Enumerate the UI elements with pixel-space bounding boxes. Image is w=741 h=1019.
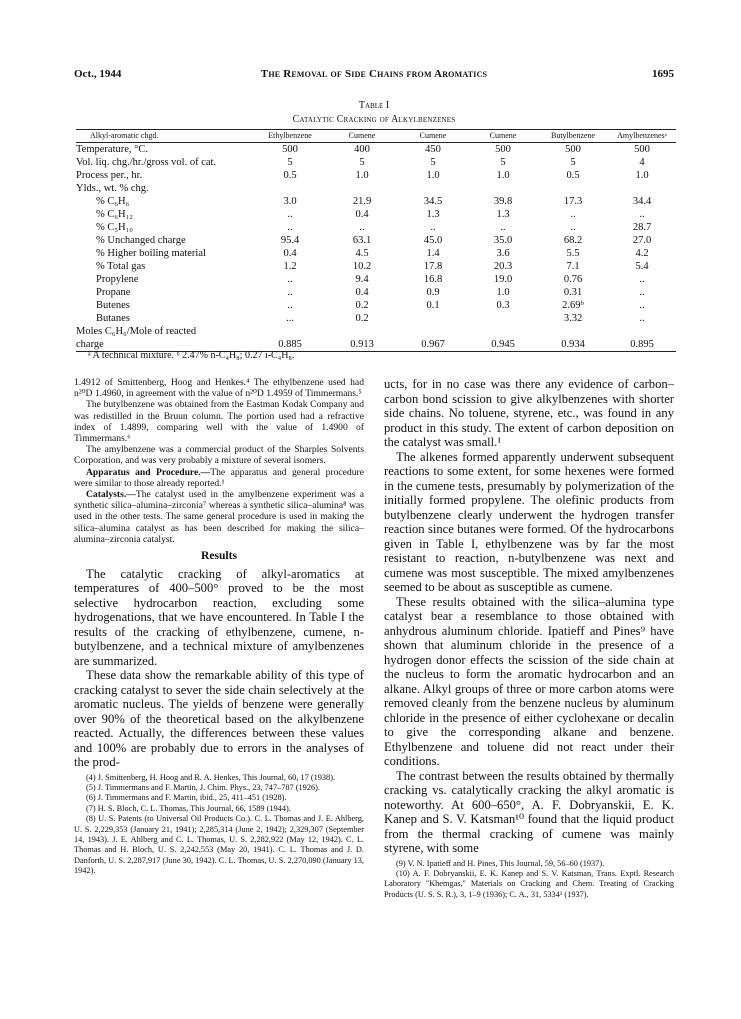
table-cell: 500 [634,144,650,155]
table-cell: 95.4 [280,235,300,246]
table-cell: 5 [287,157,293,168]
table-cell: 0.9 [426,287,440,298]
paragraph: The amylbenzene was a commercial product of the Sharples Solvents Corporation, and was very probably a mixture of several isomers. [74,444,364,467]
table-cell [468,325,538,338]
table-cell [254,182,326,195]
table-row [76,273,676,286]
row-label: Butenes [96,300,130,311]
table-cell: 0.31 [563,287,583,298]
row-label: Vol. liq. chg./hr./gross vol. of cat. [76,157,217,168]
table-cell: 0.2 [355,313,369,324]
paragraph: The butylbenzene was obtained from the Eastman Kodak Company and was redistilled in the Bruun column. The portion used had a refractive index of 1.4899, comparing well with the value of 1.4900 of Timmermans.⁶ [74,399,364,445]
table-cell: 0.3 [496,300,510,311]
table-row [76,325,676,338]
paragraph: These data show the remarkable ability of this type of cracking catalyst to sever the side chain selectively at the aromatic nucleus. The yields of benzene were generally over 90% of the theoretical based on the alkylbenzene reacted. Actually, the differences between these values and 100% are probably due to errors in the analyses of the prod- [74,668,364,770]
left-column [74,377,364,877]
cracking-data-table [76,128,676,352]
table-cell: 2.69ᵇ [562,300,584,311]
footnote: (5) J. Timmermans and F. Martin, J. Chim. Phys., 23, 747–787 (1926). [86,783,320,793]
table-cell: 21.9 [352,196,372,207]
table-cell: 5.5 [566,248,580,259]
table-cell [398,312,468,325]
table-row [76,221,676,234]
table-row [76,234,676,247]
table-cell: 500 [495,144,511,155]
table-cell: 3.32 [563,313,583,324]
table-cell: 1.2 [283,261,297,272]
column-header: Alkyl-aromatic chgd. [76,130,254,143]
table-cell: 500 [282,144,298,155]
paragraph: ucts, for in no case was there any evidence of carbon–carbon bond scission to give alkylbenzenes with shorter side chains. No toluene, styrene, etc., was found in any product in this study. The extent of carbon deposition on the catalyst was small.¹ [384,377,674,449]
paragraph: The contrast between the results obtained by thermally cracking vs. catalytically cracking the alkyl aromatic is noteworthy. At 600–650°, A. F. Dobryanskii, E. K. Kanep and S. V. Katsman¹⁰ found that the liquid product from the thermal cracking of cumene was mainly styrene, with some [384,768,674,855]
table-cell [398,182,468,195]
table-cell [608,182,676,195]
paragraph: These results obtained with the silica–alumina type catalyst bear a resemblance to those obtained with anhydrous aluminum chloride. Ipatieff and Pines⁹ have shown that aluminum chloride in the presence of a hydrogen donor effects the scission of the side chain at the nucleus to form the aromatic hydrocarbon and an alkane. Alkyl groups of three or more carbon atoms were removed cleanly from the benzene nucleus by aluminum chloride in the presence of either cyclohexane or decalin to give the corresponding alkane and benzene. Ethylbenzene and toluene did not react under their conditions. [384,594,674,768]
table-cell: ... [286,313,294,324]
paragraph: The catalytic cracking of alkyl-aromatics at temperatures of 400–500° proved to be the most selective hydrocarbon reaction, excluding some hydrogenations, that we have encountered. In Table I the results of the cracking of ethylbenzene, cumene, n-butylbenzene, and a technical mixture of amylbenzenes are summarized. [74,566,364,668]
table-cell: 20.3 [493,261,513,272]
table-row [76,260,676,273]
table-cell: 3.6 [496,248,510,259]
table-cell: 28.7 [632,222,652,233]
table-row [76,195,676,208]
table-cell: .. [570,209,576,220]
table-row [76,312,676,325]
paragraph: Catalysts.—The catalyst used in the amylbenzene experiment was a synthetic silica–alumina–zirconia⁷ whereas a synthetic silica–alumina⁸ was used in the other tests. The same general procedure is used in making the silica–alumina catalyst as has been described for making the silica–alumina–zirconia catalyst. [74,489,364,545]
table-body [76,143,676,352]
row-label: % Total gas [96,261,146,272]
row-label: Propylene [96,274,139,285]
row-label: Propane [96,287,131,298]
row-label: % C₆H₁₂ [96,209,133,220]
table-cell: 10.2 [352,261,372,272]
column-header: Ethylbenzene [254,130,326,143]
table-cell: 0.4 [355,287,369,298]
table-row [76,182,676,195]
table-cell: 27.0 [632,235,652,246]
table-cell: 0.5 [566,170,580,181]
table-cell [254,325,326,338]
running-head [74,66,674,82]
header-title: The Removal of Side Chains from Aromatics [260,68,488,80]
table-row [76,247,676,260]
column-header: Cumene [398,130,468,143]
right-column [384,377,674,900]
table-cell: 68.2 [563,235,583,246]
table-cell [468,312,538,325]
table-cell: 34.4 [632,196,652,207]
footnote: (9) V. N. Ipatieff and H. Pines, This Journal, 59, 56–60 (1937). [396,858,605,868]
table-cell: 5 [430,157,436,168]
table-cell: .. [287,287,293,298]
table-row [76,286,676,299]
table-cell: 1.0 [496,170,510,181]
table-row [76,208,676,221]
column-header: Butylbenzene [538,130,608,143]
table-cell: 0.76 [563,274,583,285]
row-label: Moles C₆H₆/Mole of reacted [76,326,197,337]
table-cell [398,325,468,338]
header-date: Oct., 1944 [74,68,122,80]
table-cell: 9.4 [355,274,369,285]
row-label: % C₆H₆ [96,196,130,207]
table-cell: 1.0 [355,170,369,181]
paragraph: The alkenes formed apparently underwent subsequent reactions to some extent, for some hexenes were formed in the cumene tests, presumably by polymerization of the initially formed propylene. The olefinic products from butylbenzene clearly underwent the hydrogen transfer reaction since butanes were formed. Of the hydrocarbons given in Table I, ethylbenzene was by far the most resistant to reaction, n-butylbenzene was next and cumene was most susceptible. The mixed amylbenzenes seemed to be about as susceptible as cumene. [384,449,674,594]
table-cell: 1.0 [635,170,649,181]
row-label: % Higher boiling material [96,248,206,259]
table-footnote: ᵃ A technical mixture. ᵇ 2.47% n-C₄H₈; 0.27 i-C₄H₈. [88,350,295,361]
table-cell: 3.0 [283,196,297,207]
table-cell: 500 [565,144,581,155]
table-cell: 5 [359,157,365,168]
run-in-heading: Catalysts.— [86,489,136,501]
table-cell: 0.5 [283,170,297,181]
table-cell: 4 [639,157,645,168]
table-cell: 0.913 [326,338,398,352]
table-cell: 7.1 [566,261,580,272]
row-label: Ylds., wt. % chg. [76,183,149,194]
table-cell: 0.4 [355,209,369,220]
table-cell: 0.2 [355,300,369,311]
table-cell: .. [359,222,365,233]
table-cell: .. [430,222,436,233]
paragraph: 1.4912 of Smittenberg, Hoog and Henkes.⁴ The ethylbenzene used had n²⁰D 1.4960, in agreement with the value of n²⁰D 1.4959 of Timmermans.⁵ [74,377,364,400]
table-cell: 5 [500,157,506,168]
column-header: Cumene [326,130,398,143]
row-label: Process per., hr. [76,170,143,181]
table-cell: 5.4 [635,261,649,272]
table-cell: 5 [570,157,576,168]
table-cell: 1.0 [496,287,510,298]
table-row [76,299,676,312]
table-cell: 0.885 [254,338,326,352]
row-label: Butanes [96,313,130,324]
table-cell: 0.934 [538,338,608,352]
table-cell [326,325,398,338]
footnote: (4) J. Smittenberg, H. Hoog and R. A. Henkes, This Journal, 60, 17 (1938). [86,772,336,782]
table-cell: 0.967 [398,338,468,352]
paragraph: Apparatus and Procedure.—The apparatus and general procedure were similar to those already reported.¹ [74,466,364,489]
footnote: (6) J. Timmermans and F. Martin, ibid., 25, 411–451 (1928). [86,793,287,803]
footnote: (8) U. S. Patents (to Universal Oil Products Co.). C. L. Thomas and J. E. Ahlberg, U. S. 2,229,353 (January 21, 1941); 2,285,314 (June 2, 1942); 2,329,307 (September 14, 1943). J. E. Ahlberg and C. L. Thomas, U. S. 2,282,922 (May 12, 1942). C. L. Thomas and H. Bloch, U. S. 2,242,553 (May 20, 1941). C. L. Thomas and J. D. Danforth, U. S. 2,287,917 (June 30, 1942). C. L. Thomas, U. S. 2,270,090 (January 13, 1942). [74,814,364,876]
table-label: Table I [358,100,390,111]
table-cell [468,182,538,195]
table-cell: 63.1 [352,235,372,246]
table-row [76,143,676,157]
table-cell: 450 [425,144,441,155]
footnote: (7) H. S. Bloch, C. L. Thomas, This Journal, 66, 1589 (1944). [86,803,291,813]
table-cell: .. [639,300,645,311]
table-cell [538,325,608,338]
table-header-row [76,130,676,143]
run-in-heading: Apparatus and Procedure.— [86,466,211,478]
table-cell: 1.3 [426,209,440,220]
table-cell: 16.8 [423,274,443,285]
table-cell: 19.0 [493,274,513,285]
table-cell: .. [287,222,293,233]
table-cell: 45.0 [423,235,443,246]
table-cell: 34.5 [423,196,443,207]
table-cell: 4.5 [355,248,369,259]
table-cell: 17.3 [563,196,583,207]
table-cell [326,182,398,195]
footnote: (10) A. F. Dobryanskii, E. K. Kanep and S. V. Katsman, Trans. Exptl. Research Laboratory "Khemgas," Materials on Cracking and Chem. Treating of Cracking Products (U. S. S. R.), 3, 1–9 (1936); C. A., 31, 5334¹ (1937). [384,868,674,899]
table-row [76,156,676,169]
table-cell: 1.0 [426,170,440,181]
table-cell: 17.8 [423,261,443,272]
table-row [76,169,676,182]
row-label: Temperature, °C. [76,144,148,155]
table-cell: 4.2 [635,248,649,259]
table-cell: 400 [354,144,370,155]
table-cell: 1.3 [496,209,510,220]
page-number: 1695 [652,68,674,80]
table-caption: Catalytic Cracking of Alkylbenzenes [292,114,456,125]
table-cell: .. [639,287,645,298]
table-cell: .. [287,274,293,285]
row-label: % C₅H₁₀ [96,222,133,233]
table-cell: 39.8 [493,196,513,207]
table-cell: 0.895 [608,338,676,352]
table-cell [608,325,676,338]
table-cell: .. [639,209,645,220]
row-label: % Unchanged charge [96,235,186,246]
column-header: Amylbenzenesᵃ [608,130,676,143]
row-label: charge [76,338,254,352]
section-heading: Results [200,549,238,563]
table-cell: 35.0 [493,235,513,246]
table-cell: 0.4 [283,248,297,259]
table-cell [538,182,608,195]
table-cell: 1.4 [426,248,440,259]
table-cell: .. [500,222,506,233]
column-header: Cumene [468,130,538,143]
table-cell: 0.1 [426,300,440,311]
table-cell: .. [570,222,576,233]
table-cell: .. [287,300,293,311]
table-cell: .. [639,274,645,285]
table-cell: .. [287,209,293,220]
table-cell: 0.945 [468,338,538,352]
table-cell: .. [639,313,645,324]
